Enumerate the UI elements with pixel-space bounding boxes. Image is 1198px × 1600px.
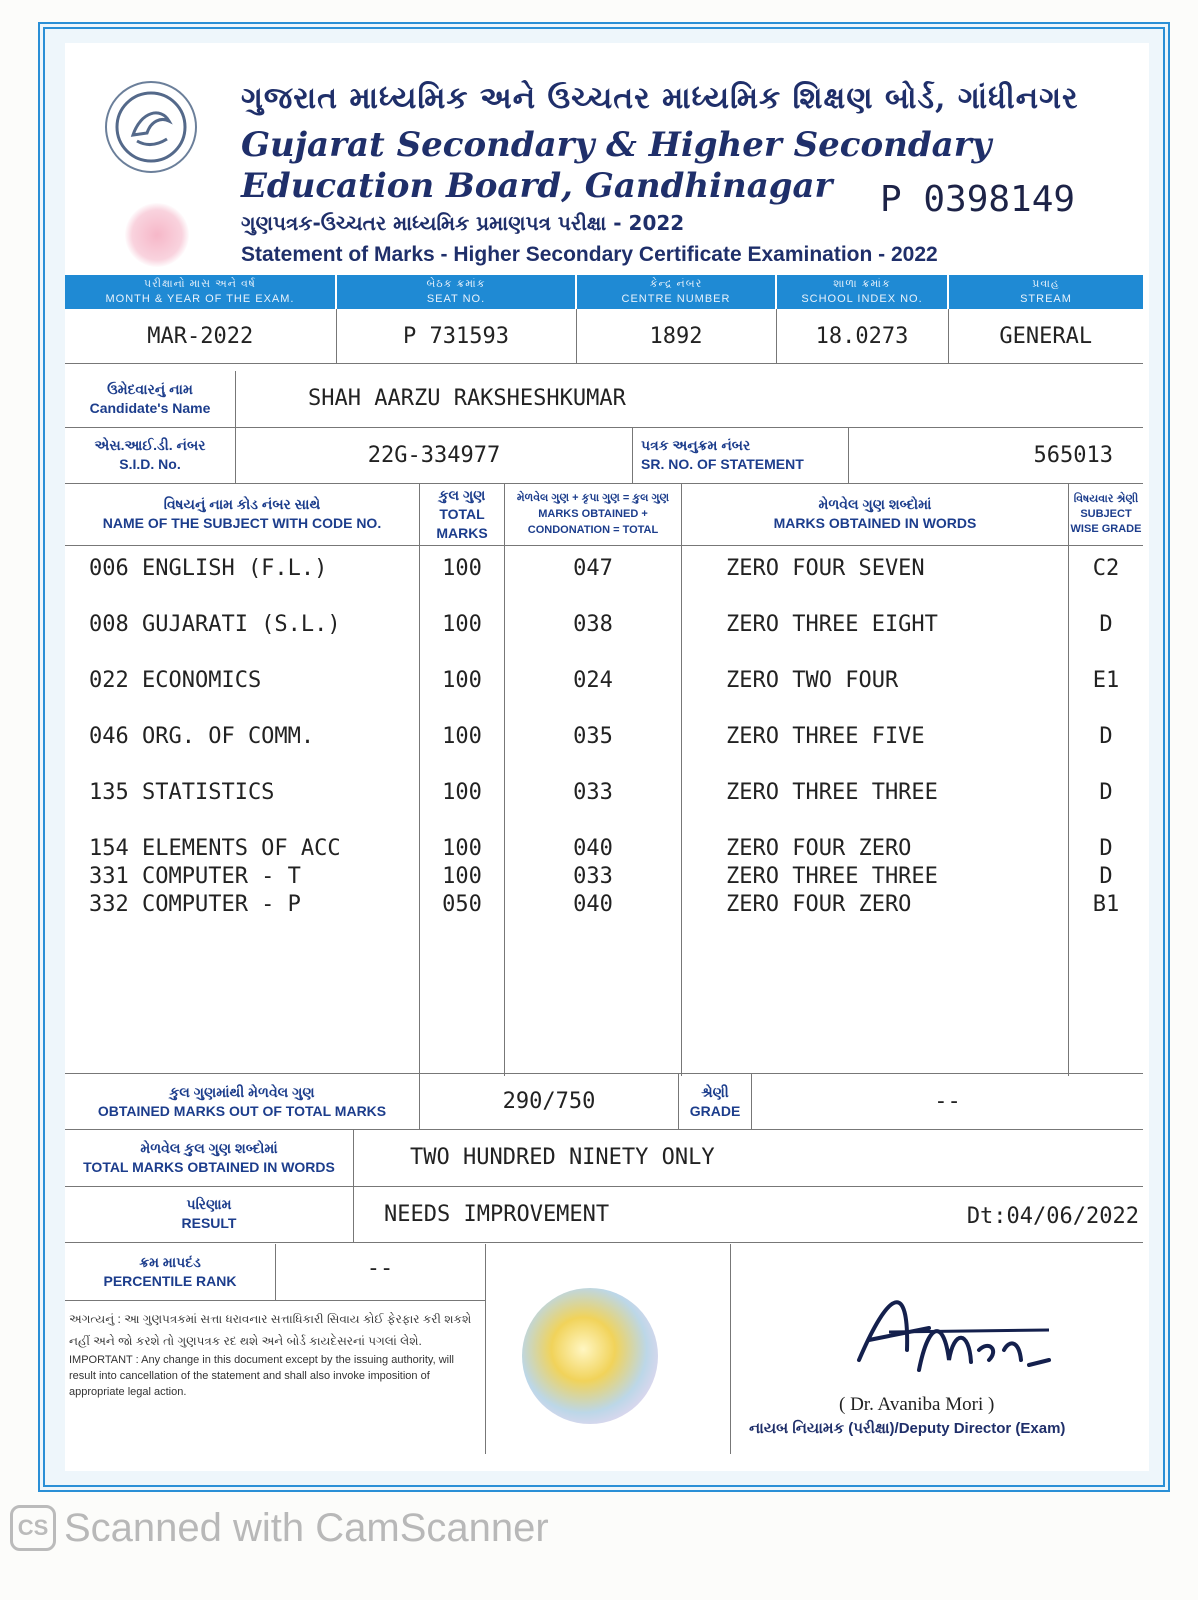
candidate-name: SHAH AARZU RAKSHESHKUMAR — [308, 386, 626, 412]
signatory-designation: નાયબ નિયામક (પરીક્ષા)/Deputy Director (Exam) — [749, 1420, 1066, 1437]
result-text: NEEDS IMPROVEMENT — [384, 1201, 610, 1227]
subject-total-2: 100 — [442, 612, 482, 637]
subtitle-english: Statement of Marks - Higher Secondary Certificate Examination - 2022 — [241, 243, 938, 266]
subject-grade-8: B1 — [1092, 892, 1120, 917]
words-total-table — [65, 1130, 1143, 1243]
seat-no-value: P 731593 — [336, 309, 576, 364]
percentile-label: ક્રમ માપદંડ PERCENTILE RANK — [65, 1244, 276, 1301]
subject-name-6: 154 ELEMENTS OF ACC — [89, 836, 341, 861]
candidate-name-label: ઉમેદવારનું નામ Candidate's Name — [65, 371, 236, 427]
header-stream: પ્રવાહ STREAM — [948, 275, 1143, 309]
header-month-year: પરીક્ષાનો માસ અને વર્ષ MONTH & YEAR OF THE EXAM. — [65, 275, 336, 309]
obtained-marks-column — [505, 546, 682, 1076]
camscanner-logo-icon: CS — [10, 1505, 56, 1551]
obtained-total-label: કુલ ગુણમાંથી મેળવેલ ગુણ OBTAINED MARKS OUT OF TOTAL MARKS — [65, 1074, 420, 1130]
subtitle-gujarati: ગુણપત્રક-ઉચ્ચતર માધ્યમિક પ્રમાણપત્ર પરીક્ષા - 2022 — [241, 211, 685, 235]
result-value — [354, 1186, 1144, 1242]
bottom-block — [65, 1244, 1143, 1454]
hologram-area — [485, 1244, 731, 1454]
subject-words-3: ZERO TWO FOUR — [726, 668, 899, 693]
subject-names-column — [65, 546, 420, 1076]
totals-table — [65, 1073, 1143, 1130]
subject-obtained-2: 038 — [573, 612, 613, 637]
board-title-english-2: Education Board, Gandhinagar — [241, 166, 833, 206]
subject-name-2: 008 GUJARATI (S.L.) — [89, 612, 341, 637]
subject-words-6: ZERO FOUR ZERO — [726, 836, 912, 861]
subject-obtained-4: 035 — [573, 724, 613, 749]
sid-value: 22G-334977 — [236, 427, 633, 483]
subject-grade-3: E1 — [1092, 668, 1120, 693]
seal-mark — [125, 203, 189, 267]
subject-total-6: 100 — [442, 836, 482, 861]
subject-total-4: 100 — [442, 724, 482, 749]
grade-column — [1069, 546, 1144, 1076]
marks-words-column — [682, 546, 1069, 1076]
subject-total-7: 100 — [442, 864, 482, 889]
marks-words-header: મેળવેલ ગુણ શબ્દોમાં MARKS OBTAINED IN WORDS — [682, 483, 1069, 546]
stream-value: GENERAL — [948, 309, 1143, 364]
subject-obtained-8: 040 — [573, 892, 613, 917]
words-total-value: TWO HUNDRED NINETY ONLY — [410, 1145, 715, 1171]
board-title-gujarati: ગુજરાત માધ્યમિક અને ઉચ્ચતર માધ્યમિક શિક્ષણ બોર્ડ, ગાંધીનગર — [241, 81, 1079, 116]
words-total-label: મેળવેલ કુલ ગુણ શબ્દોમાં TOTAL MARKS OBTAINED IN WORDS — [65, 1130, 354, 1186]
hologram-seal-icon — [522, 1288, 658, 1424]
marksheet-inner — [65, 43, 1149, 1471]
subject-total-5: 100 — [442, 780, 482, 805]
subject-words-5: ZERO THREE THREE — [726, 780, 938, 805]
subject-grade-4: D — [1099, 724, 1113, 749]
subject-obtained-5: 033 — [573, 780, 613, 805]
important-notice — [69, 1308, 479, 1400]
subject-obtained-1: 047 — [573, 556, 613, 581]
subject-grade-1: C2 — [1092, 556, 1120, 581]
notice-gujarati: અગત્યનું : આ ગુણપત્રકમાં સત્તા ધરાવનાર સત્તાધિકારી સિવાય કોઈ ફેરફાર કરી શકશે નહીં અને જો કરશે તો ગુણપત્રક રદ થશે અને બોર્ડ કાયદેસરનાં પગલાં લેશે. — [69, 1312, 472, 1348]
statement-srno-label: પત્રક અનુક્રમ નંબર SR. NO. OF STATEMENT — [633, 427, 849, 483]
subject-name-8: 332 COMPUTER - P — [89, 892, 301, 917]
notice-english: IMPORTANT : Any change in this document except by the issuing authority, will result into cancellation of the statement and shall also invoke imposition of appropriate legal action. — [69, 1354, 454, 1398]
subject-obtained-7: 033 — [573, 864, 613, 889]
signature-area — [729, 1244, 1143, 1454]
subjects-table — [65, 483, 1143, 1076]
signature-icon — [849, 1280, 1069, 1390]
header-centre-number: કેન્દ્ર નંબર CENTRE NUMBER — [576, 275, 776, 309]
subject-grade-6: D — [1099, 836, 1113, 861]
board-title-english-1: Gujarat Secondary & Higher Secondary — [241, 125, 992, 165]
sid-label: એસ.આઈ.ડી. નંબર S.I.D. No. — [65, 427, 236, 483]
subject-obtained-6: 040 — [573, 836, 613, 861]
centre-number-value: 1892 — [576, 309, 776, 364]
subject-grade-7: D — [1099, 864, 1113, 889]
subject-name-7: 331 COMPUTER - T — [89, 864, 301, 889]
total-marks-header: કુલ ગુણ TOTAL MARKS — [420, 483, 505, 546]
exam-info-table — [65, 275, 1143, 364]
marksheet — [38, 22, 1170, 1492]
watermark-text: Scanned with CamScanner — [64, 1505, 549, 1550]
subject-words-2: ZERO THREE EIGHT — [726, 612, 938, 637]
subject-obtained-3: 024 — [573, 668, 613, 693]
subject-words-8: ZERO FOUR ZERO — [726, 892, 912, 917]
subject-words-1: ZERO FOUR SEVEN — [726, 556, 925, 581]
subject-total-1: 100 — [442, 556, 482, 581]
subject-grade-2: D — [1099, 612, 1113, 637]
obtained-total-value: 290/750 — [420, 1074, 679, 1130]
signatory-name: ( Dr. Avaniba Mori ) — [839, 1394, 995, 1415]
subject-words-7: ZERO THREE THREE — [726, 864, 938, 889]
subject-name-header: વિષયનું નામ કોડ નંબર સાથે NAME OF THE SUBJECT WITH CODE NO. — [65, 483, 420, 546]
candidate-table — [65, 371, 1143, 484]
subject-total-8: 050 — [442, 892, 482, 917]
month-year-value: MAR-2022 — [65, 309, 336, 364]
board-logo-icon — [105, 81, 197, 173]
issue-date: Dt:04/06/2022 — [966, 1203, 1139, 1229]
header-seat-no: બેઠક ક્રમાંક SEAT NO. — [336, 275, 576, 309]
school-index-value: 18.0273 — [776, 309, 948, 364]
statement-srno-value: 565013 — [1033, 442, 1113, 468]
overall-grade-value: -- — [934, 1089, 961, 1114]
header-school-index: શાળા ક્રમાંક SCHOOL INDEX NO. — [776, 275, 948, 309]
serial-number: P 0398149 — [880, 179, 1076, 220]
result-label: પરિણામ RESULT — [65, 1186, 354, 1242]
total-marks-column — [420, 546, 505, 1076]
subject-name-4: 046 ORG. OF COMM. — [89, 724, 315, 749]
subject-grade-5: D — [1099, 780, 1113, 805]
subject-name-5: 135 STATISTICS — [89, 780, 275, 805]
camscanner-watermark — [10, 1505, 549, 1551]
subject-name-1: 006 ENGLISH (F.L.) — [89, 556, 328, 581]
subject-words-4: ZERO THREE FIVE — [726, 724, 925, 749]
subject-grade-header: વિષયવાર શ્રેણી SUBJECT WISE GRADE — [1069, 483, 1144, 546]
marks-obtained-header: મેળવેલ ગુણ + કૃપા ગુણ = કુલ ગુણ MARKS OBTAINED + CONDONATION = TOTAL — [505, 483, 682, 546]
subject-name-3: 022 ECONOMICS — [89, 668, 262, 693]
subject-total-3: 100 — [442, 668, 482, 693]
percentile-value: -- — [275, 1244, 486, 1301]
grade-label: શ્રેણી GRADE — [679, 1074, 752, 1130]
